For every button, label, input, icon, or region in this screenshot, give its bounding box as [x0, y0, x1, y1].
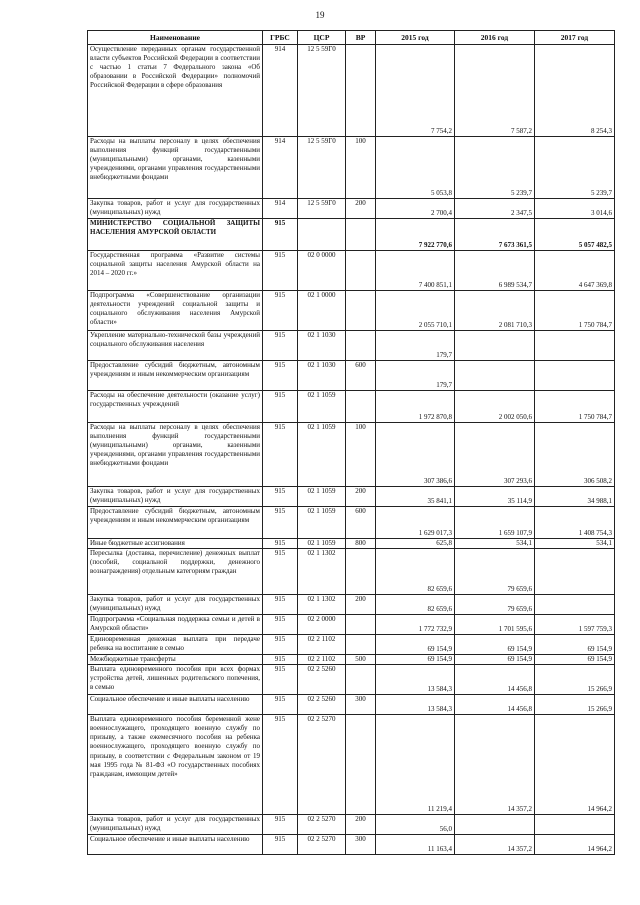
cell-2016: 14 357,2 [455, 835, 535, 855]
cell-2015: 69 154,9 [376, 655, 455, 665]
cell-csr: 02 2 0000 [298, 615, 346, 635]
cell-csr: 02 1 1059 [298, 507, 346, 539]
cell-2017: 534,1 [535, 539, 615, 549]
cell-csr: 12 5 59Г0 [298, 137, 346, 199]
cell-name: Социальное обеспечение и иные выплаты населению [88, 695, 263, 715]
cell-name: Пересылка (доставка, перечисление) денежных выплат (пособий, социальной поддержки, денежного вознаграждения) отдельным категориям граждан [88, 549, 263, 595]
cell-grbs: 915 [263, 635, 298, 655]
cell-vr [346, 549, 376, 595]
cell-vr: 200 [346, 595, 376, 615]
cell-2015: 7 754,2 [376, 45, 455, 137]
cell-2016: 1 701 595,6 [455, 615, 535, 635]
table-row [88, 331, 615, 361]
cell-name: Предоставление субсидий бюджетным, автономным учреждениям и иным некоммерческим организациям [88, 361, 263, 391]
cell-2017: 1 750 784,7 [535, 291, 615, 331]
cell-2017: 1 597 759,3 [535, 615, 615, 635]
cell-grbs: 915 [263, 715, 298, 815]
cell-2015: 11 163,4 [376, 835, 455, 855]
cell-csr: 02 1 0000 [298, 291, 346, 331]
cell-2017 [535, 815, 615, 835]
cell-2015: 2 700,4 [376, 199, 455, 219]
cell-2015: 56,0 [376, 815, 455, 835]
cell-2015: 13 584,3 [376, 695, 455, 715]
table-row [88, 45, 615, 137]
cell-name: Закупка товаров, работ и услуг для государственных (муниципальных) нужд [88, 815, 263, 835]
cell-name: Подпрограмма «Совершенствование организации деятельности учреждений социальной защиты и социального обслуживания населения Амурской области» [88, 291, 263, 331]
cell-2015: 1 972 870,8 [376, 391, 455, 423]
cell-2015: 7 400 851,1 [376, 251, 455, 291]
cell-name: Подпрограмма «Социальная поддержка семьи и детей в Амурской области» [88, 615, 263, 635]
cell-2015: 179,7 [376, 361, 455, 391]
header-2016: 2016 год [455, 31, 535, 45]
table-body [88, 45, 615, 855]
header-name: Наименование [88, 31, 263, 45]
cell-2015: 13 584,3 [376, 665, 455, 695]
cell-2017: 4 647 369,8 [535, 251, 615, 291]
header-vr: ВР [346, 31, 376, 45]
cell-csr: 12 5 59Г0 [298, 199, 346, 219]
cell-2016: 2 081 710,3 [455, 291, 535, 331]
cell-grbs: 915 [263, 539, 298, 549]
cell-2017: 15 266,9 [535, 695, 615, 715]
cell-name: Расходы на обеспечение деятельности (оказание услуг) государственных учреждений [88, 391, 263, 423]
table-row [88, 835, 615, 855]
cell-2016: 2 002 050,6 [455, 391, 535, 423]
cell-vr [346, 715, 376, 815]
cell-grbs: 915 [263, 331, 298, 361]
cell-name: Единовременная денежная выплата при передаче ребенка на воспитание в семью [88, 635, 263, 655]
cell-2016: 7 673 361,5 [455, 219, 535, 251]
cell-grbs: 915 [263, 615, 298, 635]
table-row [88, 487, 615, 507]
cell-name: МИНИСТЕРСТВО СОЦИАЛЬНОЙ ЗАЩИТЫ НАСЕЛЕНИЯ АМУРСКОЙ ОБЛАСТИ [88, 219, 263, 251]
header-2015: 2015 год [376, 31, 455, 45]
cell-2017: 69 154,9 [535, 655, 615, 665]
cell-2017: 34 988,1 [535, 487, 615, 507]
cell-2016 [455, 331, 535, 361]
cell-vr [346, 291, 376, 331]
cell-grbs: 915 [263, 665, 298, 695]
table-row [88, 507, 615, 539]
cell-name: Осуществление переданных органам государственной власти субъектов Российской Федерации в соответствии с частью 1 статьи 7 Федерального закона «Об образовании в Российской Федерации» полномочий Российской Федерации в сфере образования [88, 45, 263, 137]
cell-2015: 179,7 [376, 331, 455, 361]
cell-name: Укрепление материально-технической базы учреждений социального обслуживания населения [88, 331, 263, 361]
cell-2017: 5 239,7 [535, 137, 615, 199]
cell-grbs: 915 [263, 595, 298, 615]
cell-name: Иные бюджетные ассигнования [88, 539, 263, 549]
table-row [88, 595, 615, 615]
cell-2016 [455, 815, 535, 835]
cell-vr [346, 219, 376, 251]
cell-2016 [455, 361, 535, 391]
cell-name: Социальное обеспечение и иные выплаты населению [88, 835, 263, 855]
cell-2016: 14 456,8 [455, 665, 535, 695]
cell-vr [346, 251, 376, 291]
cell-vr: 600 [346, 507, 376, 539]
cell-2017: 5 057 482,5 [535, 219, 615, 251]
table-header-row [88, 31, 615, 45]
cell-grbs: 915 [263, 487, 298, 507]
cell-2017: 8 254,3 [535, 45, 615, 137]
cell-2016: 69 154,9 [455, 655, 535, 665]
table-row [88, 695, 615, 715]
cell-csr: 02 1 1059 [298, 391, 346, 423]
cell-grbs: 914 [263, 45, 298, 137]
cell-2015: 11 219,4 [376, 715, 455, 815]
cell-2017: 14 964,2 [535, 835, 615, 855]
table-row [88, 291, 615, 331]
cell-vr: 100 [346, 423, 376, 487]
cell-grbs: 915 [263, 291, 298, 331]
cell-vr [346, 331, 376, 361]
cell-name: Выплата единовременного пособия беременной жене военнослужащего, проходящего военную службу по призыву, а также ежемесячного пособия на ребенка военнослужащего, проходящего военную службу по призыву, в соответствии с Федеральным законом от 19 мая 1995 года № 81-ФЗ «О государственных пособиях гражданам, имеющим детей» [88, 715, 263, 815]
cell-name: Закупка товаров, работ и услуг для государственных (муниципальных) нужд [88, 595, 263, 615]
cell-name: Предоставление субсидий бюджетным, автономным учреждениям и иным некоммерческим организациям [88, 507, 263, 539]
cell-2017 [535, 595, 615, 615]
cell-2017 [535, 361, 615, 391]
cell-name: Межбюджетные трансферты [88, 655, 263, 665]
table-row [88, 665, 615, 695]
cell-csr: 02 0 0000 [298, 251, 346, 291]
cell-vr [346, 615, 376, 635]
cell-2016: 1 659 107,9 [455, 507, 535, 539]
cell-2016: 14 357,2 [455, 715, 535, 815]
cell-csr: 02 1 1030 [298, 331, 346, 361]
cell-name: Расходы на выплаты персоналу в целях обеспечения выполнения функций государственными (муниципальными) органами, казенными учреждениями, органами управления государственными внебюджетными фондами [88, 137, 263, 199]
cell-2015: 69 154,9 [376, 635, 455, 655]
cell-vr [346, 665, 376, 695]
cell-csr: 02 2 5260 [298, 695, 346, 715]
cell-2016: 307 293,6 [455, 423, 535, 487]
cell-2016: 69 154,9 [455, 635, 535, 655]
cell-name: Закупка товаров, работ и услуг для государственных (муниципальных) нужд [88, 199, 263, 219]
cell-2015: 7 922 770,6 [376, 219, 455, 251]
header-2017: 2017 год [535, 31, 615, 45]
cell-2017 [535, 331, 615, 361]
cell-grbs: 915 [263, 507, 298, 539]
cell-2017: 1 408 754,3 [535, 507, 615, 539]
cell-grbs: 915 [263, 835, 298, 855]
cell-2015: 2 055 710,1 [376, 291, 455, 331]
page-number: 19 [315, 10, 325, 20]
table-row [88, 635, 615, 655]
cell-vr [346, 391, 376, 423]
table-row [88, 423, 615, 487]
cell-csr: 02 1 1059 [298, 423, 346, 487]
cell-vr: 800 [346, 539, 376, 549]
cell-csr: 12 5 59Г0 [298, 45, 346, 137]
table-row [88, 199, 615, 219]
cell-2017: 3 014,6 [535, 199, 615, 219]
cell-grbs: 915 [263, 391, 298, 423]
cell-vr [346, 45, 376, 137]
cell-csr: 02 2 5260 [298, 665, 346, 695]
cell-vr: 100 [346, 137, 376, 199]
cell-csr: 02 2 5270 [298, 835, 346, 855]
cell-grbs: 914 [263, 137, 298, 199]
cell-csr: 02 1 1030 [298, 361, 346, 391]
cell-vr: 200 [346, 815, 376, 835]
table-row [88, 539, 615, 549]
cell-csr: 02 2 1102 [298, 635, 346, 655]
cell-2017: 15 266,9 [535, 665, 615, 695]
cell-2016: 7 587,2 [455, 45, 535, 137]
table-row [88, 251, 615, 291]
cell-grbs: 915 [263, 549, 298, 595]
cell-2015: 625,8 [376, 539, 455, 549]
table-row [88, 137, 615, 199]
cell-grbs: 914 [263, 199, 298, 219]
table-row [88, 391, 615, 423]
cell-2015: 307 386,6 [376, 423, 455, 487]
cell-grbs: 915 [263, 815, 298, 835]
cell-2015: 82 659,6 [376, 595, 455, 615]
cell-2016: 6 989 534,7 [455, 251, 535, 291]
table-row [88, 549, 615, 595]
cell-vr: 200 [346, 487, 376, 507]
cell-2017: 69 154,9 [535, 635, 615, 655]
cell-2015: 1 629 017,3 [376, 507, 455, 539]
cell-2016: 35 114,9 [455, 487, 535, 507]
cell-vr [346, 635, 376, 655]
cell-grbs: 915 [263, 251, 298, 291]
cell-2017 [535, 549, 615, 595]
cell-vr: 600 [346, 361, 376, 391]
header-grbs: ГРБС [263, 31, 298, 45]
cell-grbs: 915 [263, 695, 298, 715]
cell-grbs: 915 [263, 423, 298, 487]
cell-2016: 2 347,5 [455, 199, 535, 219]
cell-2016: 5 239,7 [455, 137, 535, 199]
cell-2016: 534,1 [455, 539, 535, 549]
cell-2017: 1 750 784,7 [535, 391, 615, 423]
cell-csr: 02 2 5270 [298, 815, 346, 835]
cell-grbs: 915 [263, 655, 298, 665]
table-row [88, 219, 615, 251]
cell-csr: 02 2 1102 [298, 655, 346, 665]
cell-csr: 02 2 5270 [298, 715, 346, 815]
cell-name: Государственная программа «Развитие системы социальной защиты населения Амурской области на 2014 – 2020 гг.» [88, 251, 263, 291]
cell-csr: 02 1 1059 [298, 487, 346, 507]
cell-csr: 02 1 1302 [298, 549, 346, 595]
cell-2015: 1 772 732,9 [376, 615, 455, 635]
cell-2017: 14 964,2 [535, 715, 615, 815]
table-row [88, 815, 615, 835]
cell-2017: 306 508,2 [535, 423, 615, 487]
cell-csr: 02 1 1059 [298, 539, 346, 549]
cell-2015: 82 659,6 [376, 549, 455, 595]
cell-csr [298, 219, 346, 251]
table-row [88, 615, 615, 635]
cell-2016: 79 659,6 [455, 595, 535, 615]
cell-name: Выплата единовременного пособия при всех формах устройства детей, лишенных родительского попечения, в семью [88, 665, 263, 695]
table-row [88, 715, 615, 815]
cell-grbs: 915 [263, 219, 298, 251]
cell-vr: 500 [346, 655, 376, 665]
cell-vr: 300 [346, 695, 376, 715]
cell-vr: 300 [346, 835, 376, 855]
table-row [88, 361, 615, 391]
header-csr: ЦСР [298, 31, 346, 45]
cell-grbs: 915 [263, 361, 298, 391]
cell-2015: 35 841,1 [376, 487, 455, 507]
cell-name: Закупка товаров, работ и услуг для государственных (муниципальных) нужд [88, 487, 263, 507]
cell-2015: 5 053,8 [376, 137, 455, 199]
cell-vr: 200 [346, 199, 376, 219]
cell-2016: 14 456,8 [455, 695, 535, 715]
cell-2016: 79 659,6 [455, 549, 535, 595]
cell-name: Расходы на выплаты персоналу в целях обеспечения выполнения функций государственными (муниципальными) органами, казенными учреждениями, органами управления государственными внебюджетными фондами [88, 423, 263, 487]
table-row [88, 655, 615, 665]
cell-csr: 02 1 1302 [298, 595, 346, 615]
budget-table [87, 30, 615, 855]
